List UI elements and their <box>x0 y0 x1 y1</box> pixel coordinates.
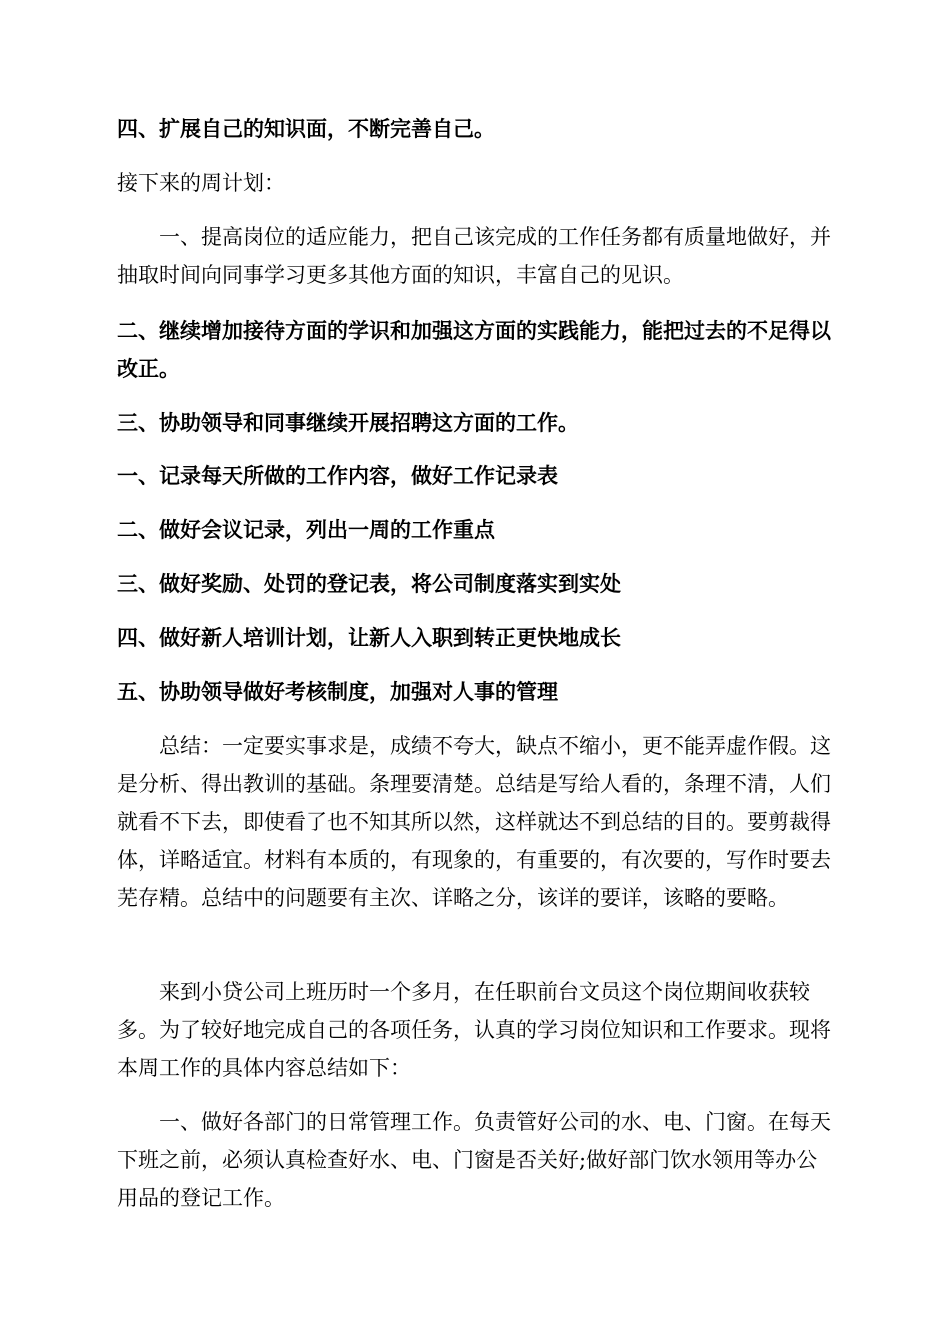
paragraph-weekly-plan-heading: 接下来的周计划： <box>117 171 285 195</box>
paragraph-task-5: 五、协助领导做好考核制度，加强对人事的管理 <box>117 680 558 704</box>
paragraph-expand-knowledge: 四、扩展自己的知识面，不断完善自己。 <box>117 117 495 141</box>
paragraph-summary: 总结：一定要实事求是，成绩不夸大，缺点不缩小，更不能弄虚作假。这是分析、得出教训的基础。条理要清楚。总结是写给人看的，条理不清，人们就看不下去，即使看了也不知其所以然，这样就达不到总结的目的。要剪裁得体，详略适宜。材料有本质的，有现象的，有重要的，有次要的，写作时要去芜存精。总结中的问题要有主次、详略之分，该详的要详，该略的要略。 <box>117 734 831 910</box>
paragraph-task-4: 四、做好新人培训计划，让新人入职到转正更快地成长 <box>117 626 621 650</box>
paragraph-task-1: 一、记录每天所做的工作内容，做好工作记录表 <box>117 464 558 488</box>
paragraph-intro-report: 来到小贷公司上班历时一个多月，在任职前台文员这个岗位期间收获较多。为了较好地完成自己的各项任务，认真的学习岗位知识和工作要求。现将本周工作的具体内容总结如下： <box>117 980 831 1080</box>
paragraph-plan-item-1: 一、提高岗位的适应能力，把自己该完成的工作任务都有质量地做好，并抽取时间向同事学习更多其他方面的知识，丰富自己的见识。 <box>117 225 831 287</box>
paragraph-plan-item-3: 三、协助领导和同事继续开展招聘这方面的工作。 <box>117 411 579 435</box>
paragraph-daily-management: 一、做好各部门的日常管理工作。负责管好公司的水、电、门窗。在每天下班之前，必须认真检查好水、电、门窗是否关好;做好部门饮水领用等办公用品的登记工作。 <box>117 1110 831 1210</box>
paragraph-plan-item-2: 二、继续增加接待方面的学识和加强这方面的实践能力，能把过去的不足得以改正。 <box>117 319 831 381</box>
paragraph-task-3: 三、做好奖励、处罚的登记表，将公司制度落实到实处 <box>117 572 621 596</box>
paragraph-task-2: 二、做好会议记录，列出一周的工作重点 <box>117 518 495 542</box>
